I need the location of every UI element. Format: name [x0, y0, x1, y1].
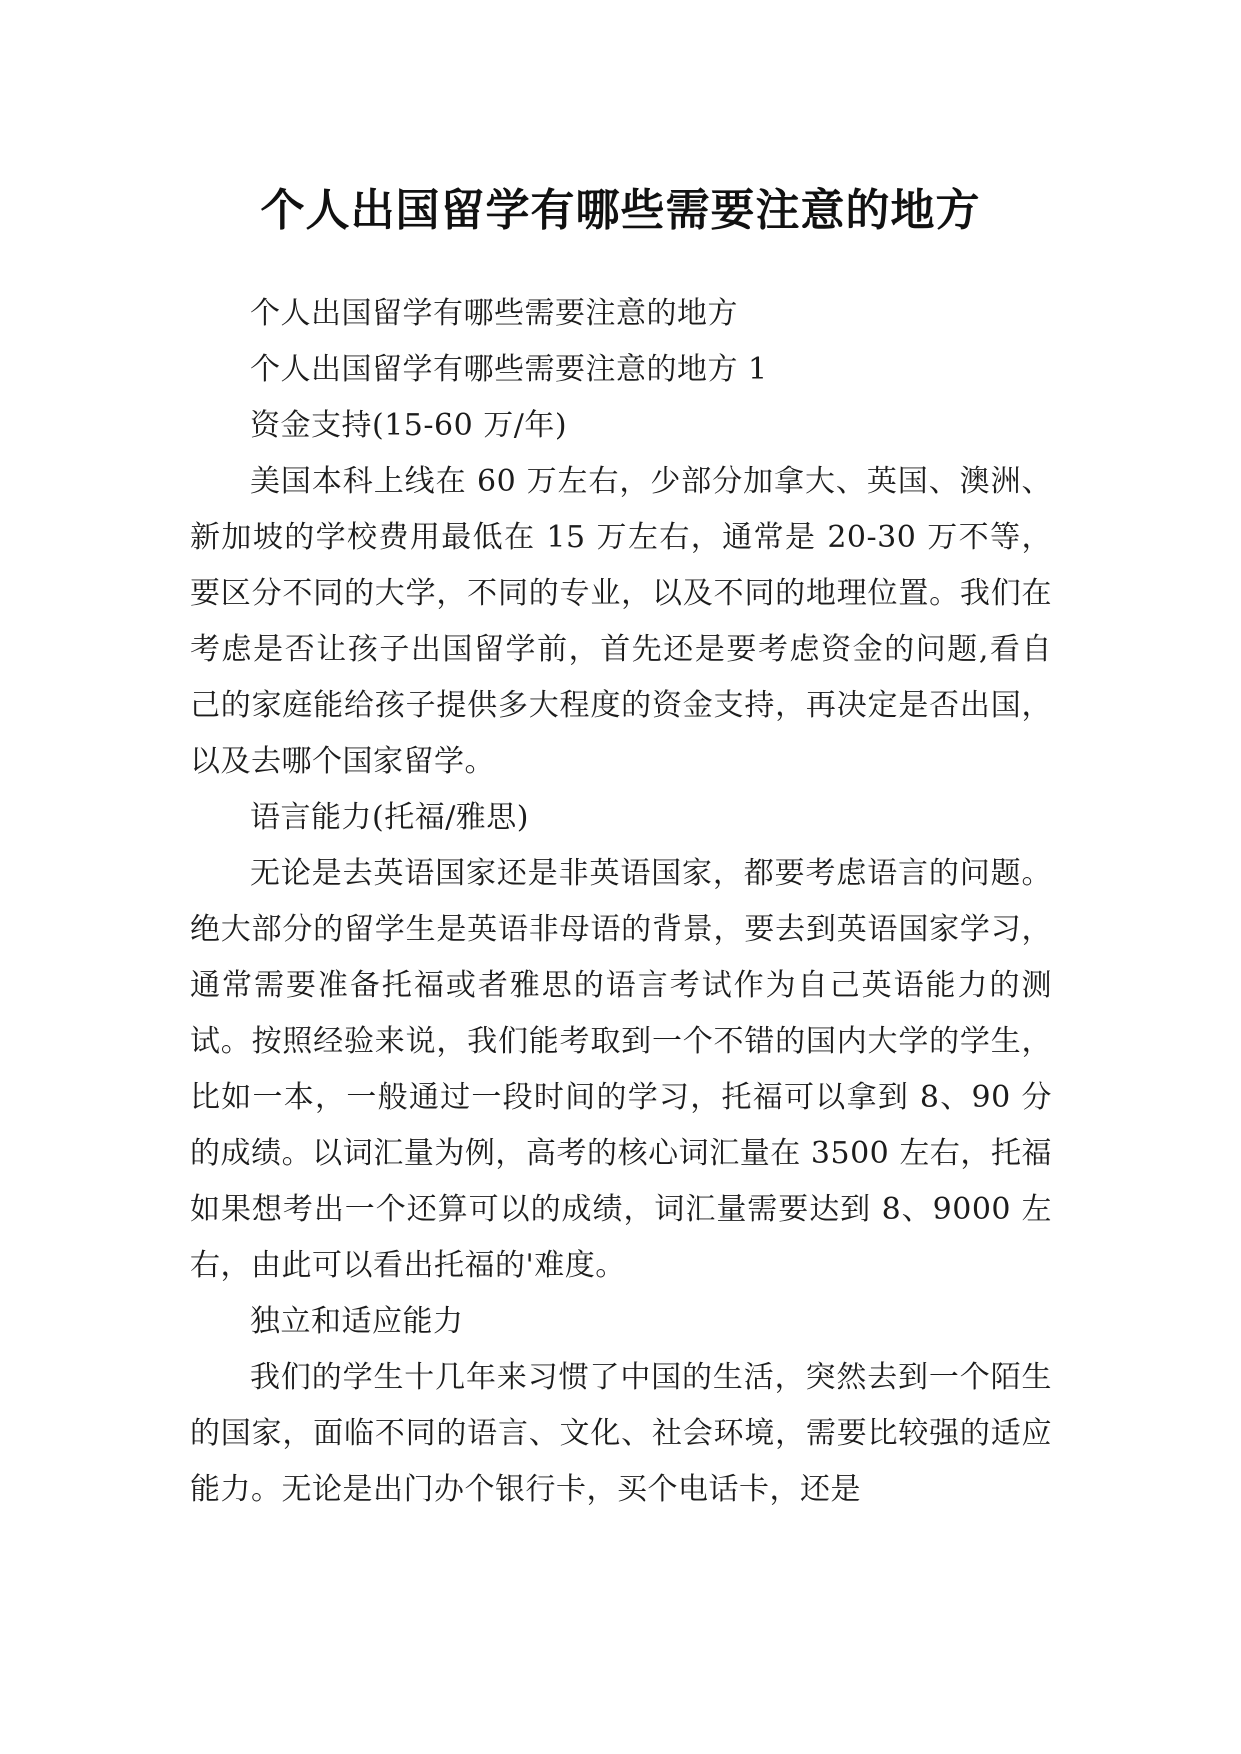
paragraph-section-number: 个人出国留学有哪些需要注意的地方 1 [250, 352, 768, 387]
page-title: 个人出国留学有哪些需要注意的地方 [260, 185, 981, 237]
paragraph-language-text: 无论是去英语国家还是非英语国家，都要考虑语言的问题。绝大部分的留学生是英语非母语的背景，要去到英语国家学习，通常需要准备托福或者雅思的语言考试作为自己英语能力的测试。按照经验来说，我们能考取到一个不错的国内大学的学生，比如一本，一般通过一段时间的学习，托福可以拿到 8、90 分的成绩。以词汇量为例，高考的核心词汇量在 3500 左右，托福如果想考出一个还算可以的成绩，词汇量需要达到 8、9000 左右，由此可以看出托福的'难度。 [190, 856, 1052, 1283]
paragraph-independence-heading: 独立和适应能力 [250, 1304, 464, 1339]
paragraph-funding-text: 美国本科上线在 60 万左右，少部分加拿大、英国、澳洲、新加坡的学校费用最低在 15 万左右，通常是 20-30 万不等，要区分不同的大学，不同的专业，以及不同的地理位置。我们在考虑是否让孩子出国留学前，首先还是要考虑资金的问题,看自己的家庭能给孩子提供多大程度的资金支持，再决定是否出国，以及去哪个国家留学。 [190, 464, 1052, 779]
paragraph-independence-text: 我们的学生十几年来习惯了中国的生活，突然去到一个陌生的国家，面临不同的语言、文化、社会环境，需要比较强的适应能力。无论是出门办个银行卡，买个电话卡，还是 [190, 1360, 1052, 1507]
paragraph-funding-heading: 资金支持(15-60 万/年) [250, 408, 568, 443]
paragraph-heading-repeat: 个人出国留学有哪些需要注意的地方 [250, 296, 738, 331]
paragraph-language-heading: 语言能力(托福/雅思) [250, 800, 530, 835]
document-body [190, 286, 1052, 1518]
